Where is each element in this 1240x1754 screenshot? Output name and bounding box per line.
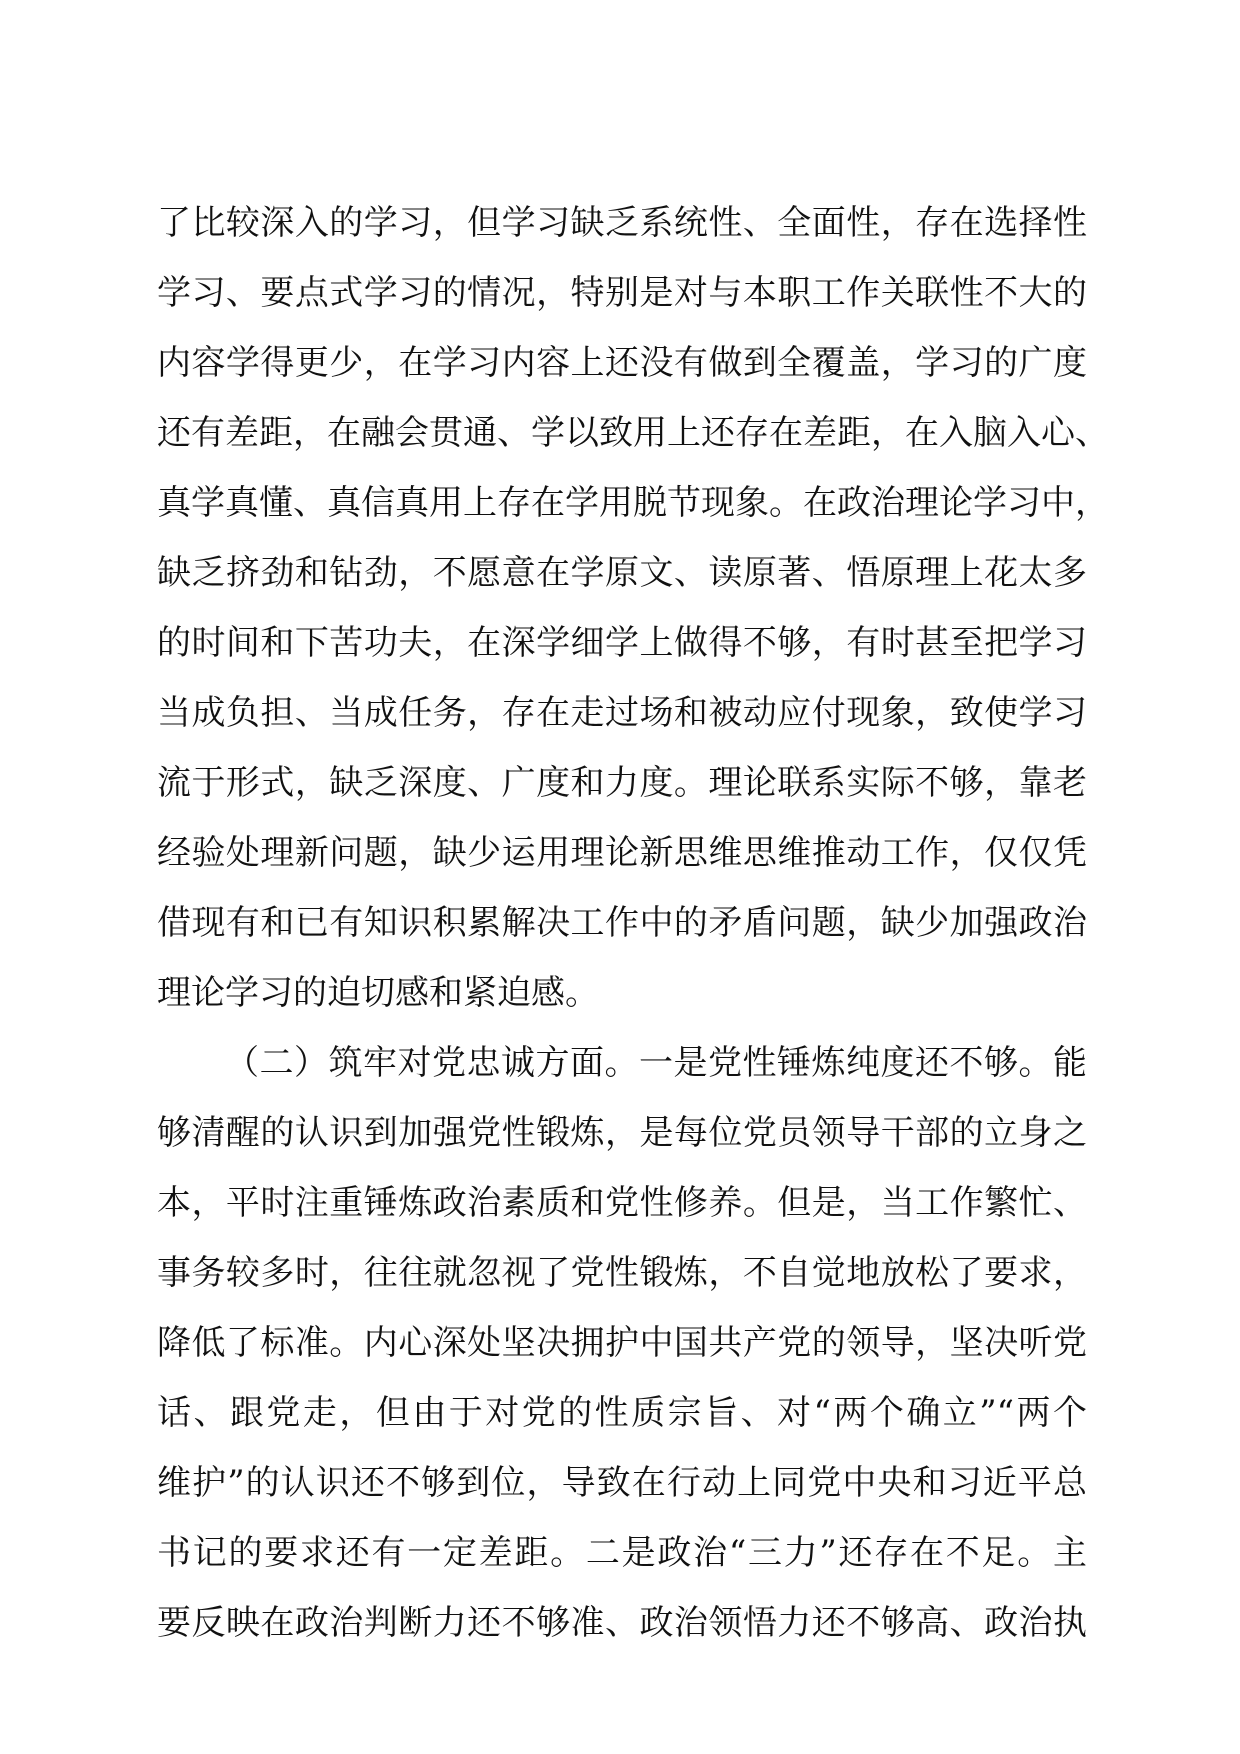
document-body <box>157 188 1109 1658</box>
text-line: 内容学得更少，在学习内容上还没有做到全覆盖，学习的广度 <box>157 343 1087 383</box>
text-line: 的时间和下苦功夫，在深学细学上做得不够，有时甚至把学习 <box>157 623 1087 663</box>
text-line: 够清醒的认识到加强党性锻炼，是每位党员领导干部的立身之 <box>157 1113 1087 1153</box>
text-line: 维护”的认识还不够到位，导致在行动上同党中央和习近平总 <box>157 1463 1087 1503</box>
section-heading-line: （二）筑牢对党忠诚方面。一是党性锤炼纯度还不够。能 <box>225 1043 1087 1083</box>
text-line: 本，平时注重锤炼政治素质和党性修养。但是，当工作繁忙、 <box>157 1183 1087 1223</box>
text-line: 降低了标准。内心深处坚决拥护中国共产党的领导，坚决听党 <box>157 1323 1087 1363</box>
text-line: 理论学习的迫切感和紧迫感。 <box>157 973 599 1013</box>
text-line: 学习、要点式学习的情况，特别是对与本职工作关联性不大的 <box>157 273 1087 313</box>
text-line: 事务较多时，往往就忽视了党性锻炼，不自觉地放松了要求， <box>157 1253 1087 1293</box>
text-line: 要反映在政治判断力还不够准、政治领悟力还不够高、政治执 <box>157 1603 1087 1643</box>
paragraph-party-loyalty <box>157 1028 1087 1658</box>
text-line: 书记的要求还有一定差距。二是政治“三力”还存在不足。主 <box>157 1533 1087 1573</box>
text-line: 借现有和已有知识积累解决工作中的矛盾问题，缺少加强政治 <box>157 903 1087 943</box>
text-line: 当成负担、当成任务，存在走过场和被动应付现象，致使学习 <box>157 693 1087 733</box>
paragraph-study-shortcomings <box>157 188 1109 1028</box>
text-line: 真学真懂、真信真用上存在学用脱节现象。在政治理论学习中， <box>157 483 1109 523</box>
text-line: 缺乏挤劲和钻劲，不愿意在学原文、读原著、悟原理上花太多 <box>157 553 1087 593</box>
text-line: 还有差距，在融会贯通、学以致用上还存在差距，在入脑入心、 <box>157 413 1109 453</box>
text-line: 话、跟党走，但由于对党的性质宗旨、对“两个确立”“两个 <box>157 1393 1087 1433</box>
text-line: 了比较深入的学习，但学习缺乏系统性、全面性，存在选择性 <box>157 203 1087 243</box>
text-line: 流于形式，缺乏深度、广度和力度。理论联系实际不够，靠老 <box>157 763 1087 803</box>
text-line: 经验处理新问题，缺少运用理论新思维思维推动工作，仅仅凭 <box>157 833 1087 873</box>
